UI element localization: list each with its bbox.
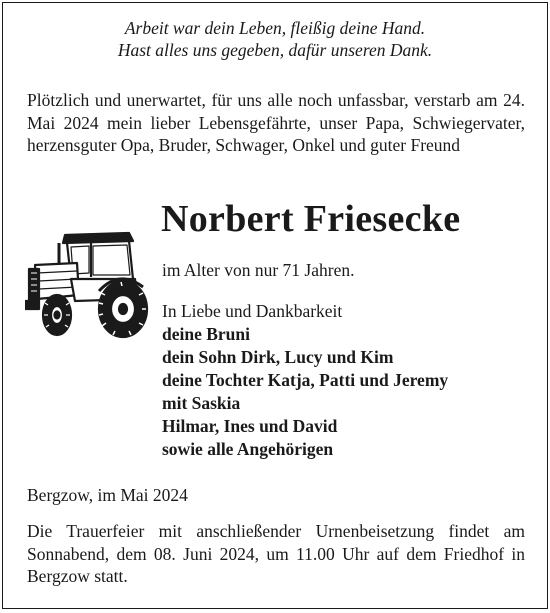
mourner-line: dein Sohn Dirk, Lucy und Kim: [162, 347, 394, 367]
mourner-line: mit Saskia: [162, 393, 241, 413]
mourner-line: deine Bruni: [162, 324, 251, 344]
motto-line-1: Arbeit war dein Leben, fleißig deine Hand.: [124, 18, 426, 38]
deceased-name: Norbert Friesecke: [161, 198, 461, 240]
obituary-notice: [2, 2, 548, 609]
motto: [3, 17, 547, 61]
mourner-line: sowie alle Angehörigen: [162, 439, 334, 459]
mourner-line: Hilmar, Ines und David: [162, 416, 338, 436]
age-text: im Alter von nur 71 Jahren.: [162, 260, 355, 280]
mourner-line: deine Tochter Katja, Patti und Jeremy: [162, 370, 449, 390]
mourners-intro: In Liebe und Dankbarkeit: [162, 301, 343, 321]
place-date: Bergzow, im Mai 2024: [27, 485, 188, 505]
intro-text: Plötzlich und unerwartet, für uns alle noch unfassbar, verstarb am 24. Mai 2024 mein lieber Lebensgefährte, unser Papa, Schwiegervater, herzensguter Opa, Bruder, Schwager, Onkel und guter Freund: [27, 90, 525, 155]
mourners-block: [162, 300, 448, 461]
motto-line-2: Hast alles uns gegeben, dafür unseren Dank.: [117, 40, 433, 60]
tractor-icon: [25, 229, 153, 339]
funeral-text: Die Trauerfeier mit anschließender Urnenbeisetzung findet am Sonnabend, dem 08. Juni 2024, um 11.00 Uhr auf dem Friedhof in Bergzow statt.: [27, 521, 525, 586]
